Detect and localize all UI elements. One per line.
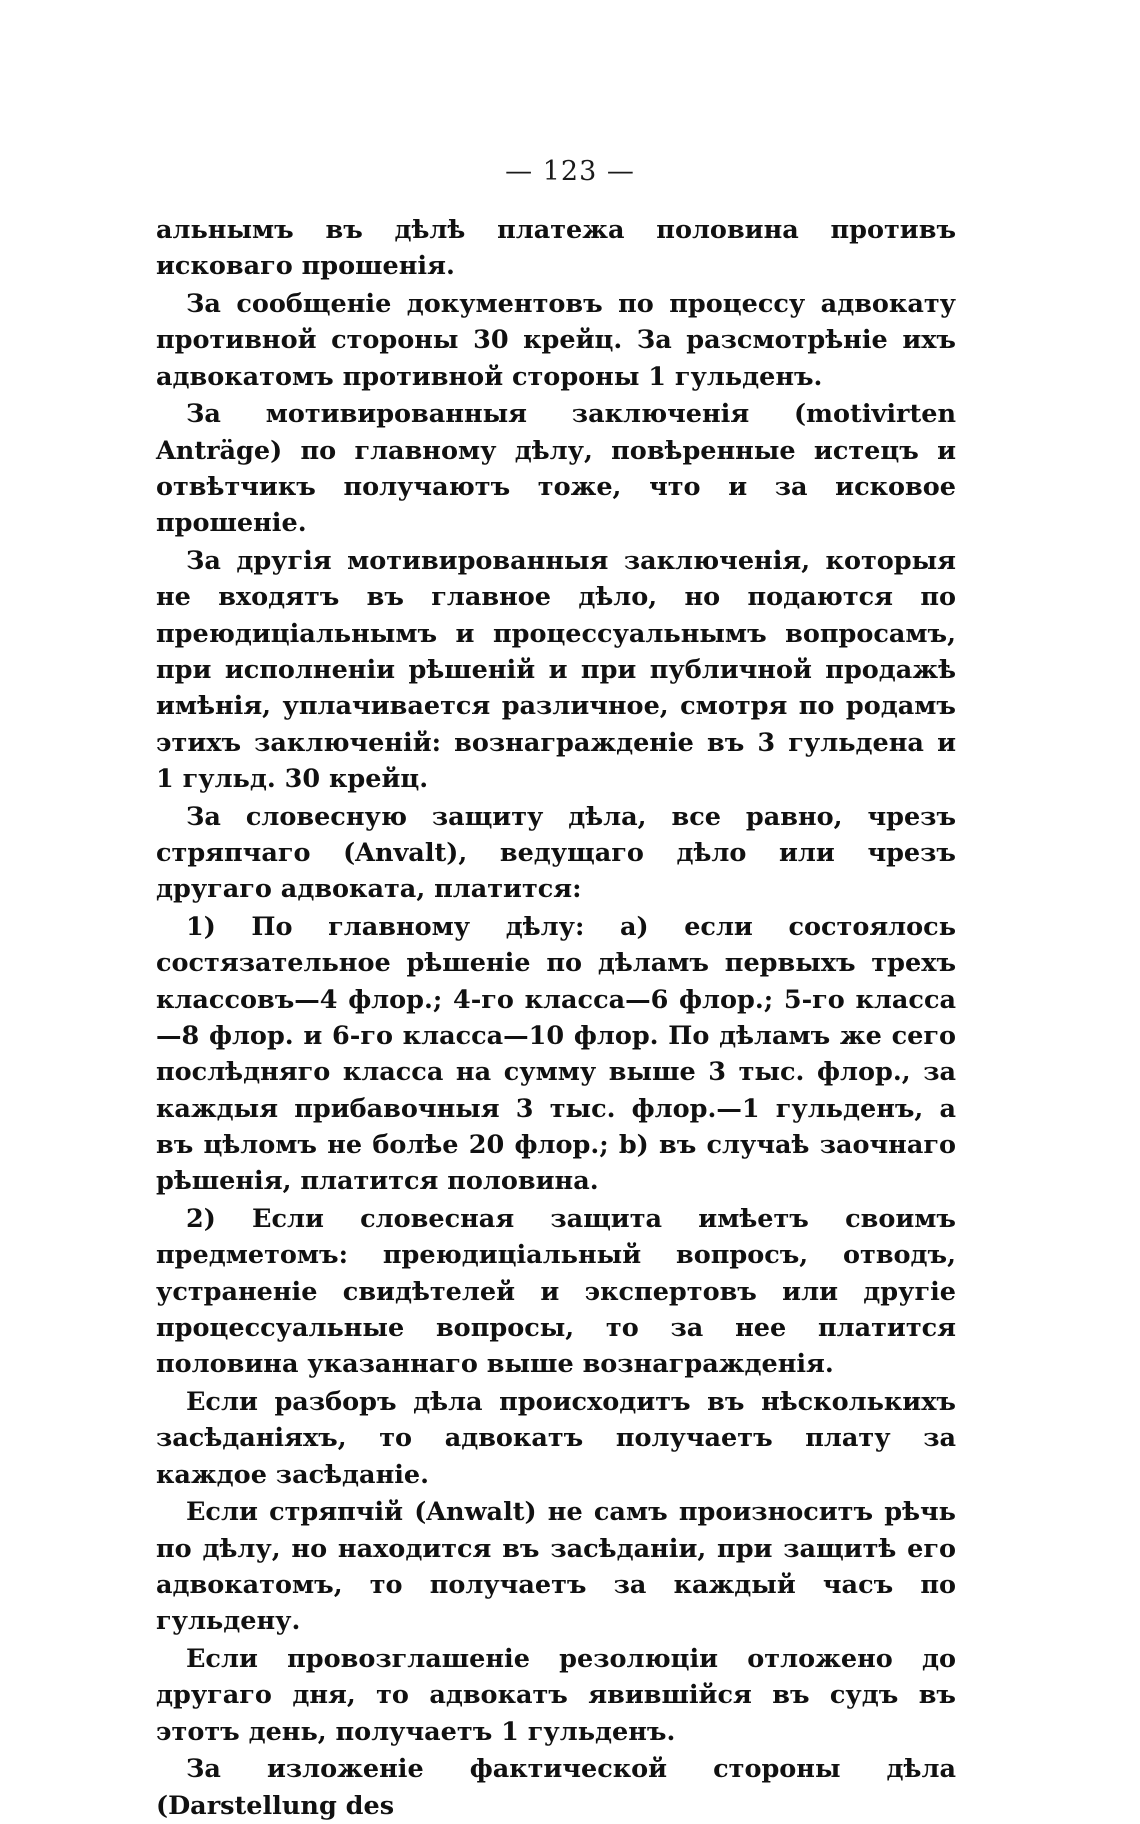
paragraph-other-conclusions: За другія мотивированныя заключенія, которыя не входятъ въ главное дѣло, но подаются по преюдиціальнымъ и процессуальнымъ вопросамъ, при исполненіи рѣшеній и при публичной продажѣ имѣнія, уплачивается различное, смотря по родамъ этихъ заключеній: вознагражденіе въ 3 гульдена и 1 гульд. 30 крейц. [156,546,956,794]
paragraph-attorney-present: Если стряпчій (Anwalt) не самъ произноситъ рѣчь по дѣлу, но находится въ засѣданіи, при защитѣ его адвокатомъ, то получаетъ за каждый часъ по гульдену. [156,1497,956,1637]
page-number: — 123 — [505,156,635,187]
paragraph-main-case-fees: 1) По главному дѣлу: а) если состоялось состязательное рѣшеніе по дѣламъ первыхъ трехъ классовъ—4 флор.; 4-го класса—6 флор.; 5-го класса—8 флор. и 6-го класса—10 флор. По дѣламъ же сего послѣдняго класса на сумму выше 3 тыс. флор., за каждыя прибавочныя 3 тыс. флор.—1 гульденъ, а въ цѣломъ не болѣе 20 флор.; b) въ случаѣ заочнаго рѣшенія, платится половина. [156,912,956,1197]
paragraph-continuation: альнымъ въ дѣлѣ платежа половина противъ исковаго прошенія. [156,215,956,282]
paragraph-multiple-sessions: Если разборъ дѣла происходитъ въ нѣсколькихъ засѣданіяхъ, то адвокатъ получаетъ плату за каждое засѣданіе. [156,1387,956,1490]
paragraph-preliminary-questions: 2) Если словесная защита имѣетъ своимъ предметомъ: преюдиціальный вопросъ, отводъ, устраненіе свидѣтелей и экспертовъ или другіе процессуальные вопросы, то за нее платится половина указаннаго выше вознагражденія. [156,1204,956,1380]
paragraph-postponed-resolution: Если провозглашеніе резолюціи отложено до другаго дня, то адвокатъ явившійся въ судъ въ этотъ день, получаетъ 1 гульденъ. [156,1644,956,1747]
paragraph-oral-defense: За словесную защиту дѣла, все равно, чрезъ стряпчаго (Anvalt), ведущаго дѣло или чрезъ другаго адвоката, платится: [156,801,956,905]
page-body-text [156,212,956,1824]
paragraph-motivated-conclusions: За мотивированныя заключенія (motivirten Anträge) по главному дѣлу, повѣренные истецъ и отвѣтчикъ получаютъ тоже, что и за исковое прошеніе. [156,399,956,539]
paragraph-factual-statement: За изложеніе фактической стороны дѣла (Darstellung des [156,1754,956,1821]
paragraph-documents-fee: За сообщеніе документовъ по процессу адвокату противной стороны 30 крейц. За разсмотрѣніе ихъ адвокатомъ противной стороны 1 гульденъ. [156,289,956,392]
